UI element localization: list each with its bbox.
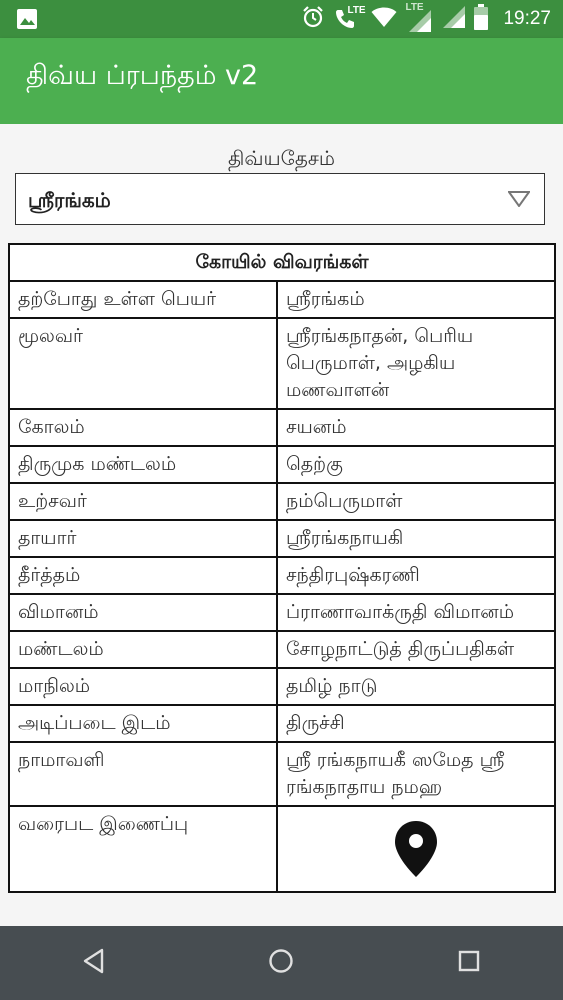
row-value: ஸ்ரீ ரங்கநாயகீ ஸமேத ஸ்ரீ ரங்கநாதாய நமஹ (277, 742, 555, 806)
row-key: விமானம் (9, 594, 277, 631)
row-key: அடிப்படை இடம் (9, 705, 277, 742)
row-value: சயனம் (277, 409, 555, 446)
image-icon (16, 15, 38, 34)
back-button[interactable] (54, 926, 134, 1000)
table-row (9, 281, 555, 318)
table-row (9, 318, 555, 409)
row-key: மாநிலம் (9, 668, 277, 705)
table-header: கோயில் விவரங்கள் (9, 244, 555, 281)
table-row (9, 409, 555, 446)
recents-button[interactable] (429, 926, 509, 1000)
app-title: திவ்ய ப்ரபந்தம் v2 (26, 60, 259, 91)
battery-icon (473, 4, 489, 34)
row-key: தீர்த்தம் (9, 557, 277, 594)
row-value: ப்ராணாவாக்ருதி விமானம் (277, 594, 555, 631)
row-value: நம்பெருமாள் (277, 483, 555, 520)
row-key: திருமுக மண்டலம் (9, 446, 277, 483)
row-key: நாமாவளி (9, 742, 277, 806)
table-row (9, 520, 555, 557)
row-value: தமிழ் நாடு (277, 668, 555, 705)
row-key: மண்டலம் (9, 631, 277, 668)
navigation-bar (0, 926, 563, 1000)
app-bar (0, 38, 563, 124)
row-value: தெற்கு (277, 446, 555, 483)
table-row (9, 557, 555, 594)
divyadesam-label: திவ்யதேசம் (227, 146, 336, 170)
divyadesam-dropdown[interactable] (15, 173, 545, 225)
wifi-icon (371, 6, 397, 32)
dropdown-selected-value: ஸ்ரீரங்கம் (28, 188, 111, 212)
home-button[interactable] (241, 926, 321, 1000)
main-content (0, 124, 563, 926)
row-key: உற்சவர் (9, 483, 277, 520)
recents-icon (457, 949, 481, 977)
table-row (9, 446, 555, 483)
table-row (9, 483, 555, 520)
table-row (9, 806, 555, 892)
signal-icon-2 (443, 6, 465, 32)
map-link-cell[interactable] (277, 806, 555, 892)
status-bar (0, 0, 563, 38)
row-key: தாயார் (9, 520, 277, 557)
row-value: சந்திரபுஷ்கரணி (277, 557, 555, 594)
row-value: சோழநாட்டுத் திருப்பதிகள் (277, 631, 555, 668)
table-row (9, 705, 555, 742)
row-value: ஸ்ரீரங்கம் (277, 281, 555, 318)
row-key: வரைபட இணைப்பு (9, 806, 277, 892)
dropdown-arrow-icon (508, 191, 530, 211)
lte-label-1: LTE (347, 5, 366, 16)
table-header-row (9, 244, 555, 281)
row-value: ஸ்ரீரங்கநாதன், பெரிய பெருமாள், அழகிய மணவாளன் (277, 318, 555, 409)
row-key: மூலவர் (9, 318, 277, 409)
row-key: தற்போது உள்ள பெயர் (9, 281, 277, 318)
map-pin-icon[interactable] (393, 819, 439, 887)
signal-icon (409, 10, 431, 36)
table-row (9, 631, 555, 668)
table-row (9, 742, 555, 806)
table-row (9, 594, 555, 631)
row-value: ஸ்ரீரங்கநாயகி (277, 520, 555, 557)
temple-details-table (8, 243, 556, 893)
home-icon (268, 948, 294, 978)
lte-signal-group (405, 2, 435, 32)
lte-label-2: LTE (405, 2, 424, 13)
row-value: திருச்சி (277, 705, 555, 742)
alarm-icon (301, 5, 325, 33)
table-row (9, 668, 555, 705)
clock: 19:27 (503, 8, 551, 29)
wifi-call-icon (333, 5, 366, 31)
back-icon (82, 948, 106, 978)
row-key: கோலம் (9, 409, 277, 446)
